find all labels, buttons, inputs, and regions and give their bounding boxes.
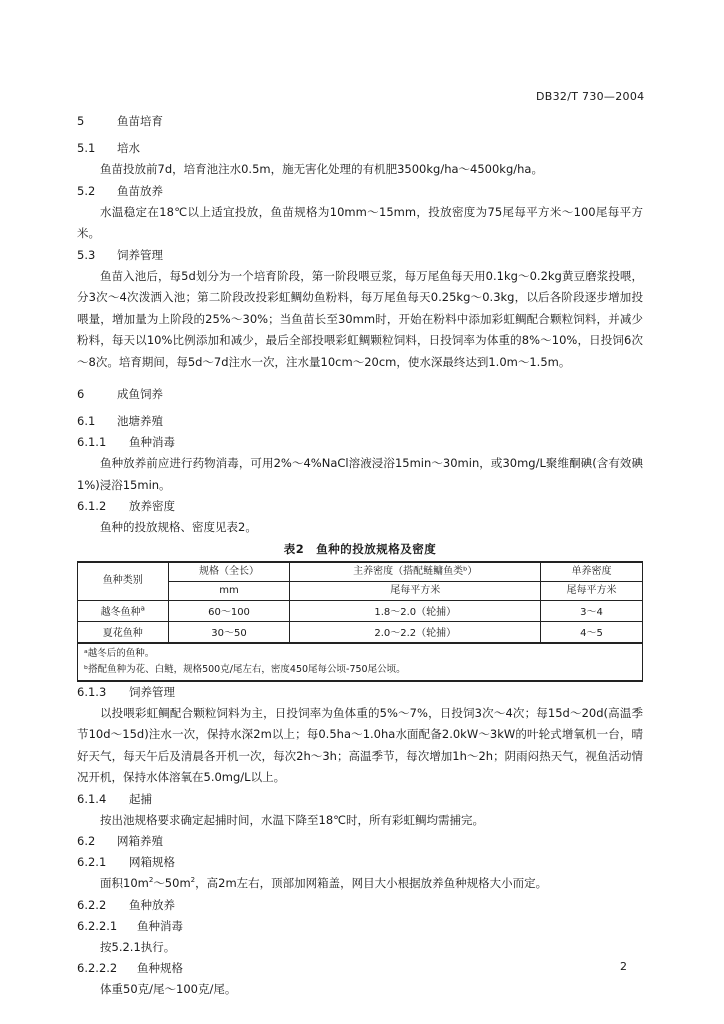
table-cell-main: 2.0～2.2（轮捕）: [290, 621, 541, 643]
section-number: 6.2.2: [77, 897, 107, 912]
section-6-1-3-text: 以投喂彩虹鲷配合颗粒饲料为主，日投饲率为鱼体重的5%～7%，日投饲3次～4次；每15d～20d(高温季节10d～15d)注水一次，保持水深2m以上；每0.5ha～1.0ha水面配备2.0kW～3kW的叶轮式增氧机一台，晴好天气，每天午后及清晨各开机一次，每次2h～3h；高温季节，每次增加1h～2h；阴雨闷热天气，视鱼活动情况开机，保持水体溶氧在5.0mg/L以上。: [77, 705, 643, 784]
section-title: 鱼苗放养: [117, 183, 163, 198]
section-6-1-1-text: 鱼种放养前应进行药物消毒，可用2%～4%NaCl溶液浸浴15min～30min，或30mg/L聚维酮碘(含有效碘1%)浸浴15min。: [77, 456, 643, 492]
table-cell-main: 1.8～2.0（轮捕）: [290, 600, 541, 621]
section-6-1-2-text: 鱼种的投放规格、密度见表2。: [100, 520, 257, 534]
section-5-1-heading: [77, 138, 643, 159]
section-title: 放养密度: [129, 499, 175, 513]
section-6-2-heading: [77, 831, 643, 852]
table-note-a: ᵃ越冬后的鱼种。: [84, 647, 155, 659]
section-title: 成鱼饲养: [117, 387, 163, 401]
section-title: 饲养管理: [117, 247, 163, 262]
table-cell-type: 越冬鱼种$^a$: [78, 600, 169, 621]
table-cell-single: 4～5: [540, 621, 642, 643]
section-5-3-text: 鱼苗入池后，每5d划分为一个培育阶段，第一阶段喂豆浆，每万尾鱼每天用0.1kg～0.2kg黄豆磨浆投喂，分3次～4次泼洒入池；第二阶段改投彩虹鲷幼鱼粉料，每万尾鱼每天0.25kg～0.3kg，以后各阶段逐步增加投喂量，增加量为上阶段的25%～30%；当鱼苗长至30mm时，开始在粉料中添加彩虹鲷配合颗粒饲料，并减少粉料，每天以10%比例添加和减少，最后全部投喂彩虹鲷颗粒饲料，日投饲率为体重的8%～10%，日投饲6次～8次。培育期间，每5d～7d注水一次，注水量10cm～20cm，使水深最终达到1.0m～1.5m。: [77, 268, 643, 369]
col-header-size-unit: mm: [168, 581, 290, 600]
section-6-1-4-text: 按出池规格要求确定起捕时间，水温下降至18℃时，所有彩虹鲷均需捕完。: [100, 812, 485, 827]
section-6-1-3-heading: [77, 682, 643, 703]
table-cell-single: 3～4: [540, 600, 642, 621]
section-number: 6.1.3: [77, 684, 107, 699]
section-5-2-heading: [77, 181, 643, 202]
table-row: [78, 621, 643, 643]
section-title: 培水: [117, 141, 140, 155]
section-6-2-2-2-text: 体重50克/尾～100克/尾。: [100, 982, 237, 996]
section-6-2-2-1-text: 按5.2.1执行。: [100, 939, 176, 954]
section-6-heading: [77, 383, 643, 405]
table-cell-size: 60～100: [168, 600, 290, 621]
col-header-main-density-unit: 尾每平方米: [290, 581, 541, 600]
section-6-2-2-2-heading: [77, 958, 643, 979]
section-6-2-2-heading: [77, 895, 643, 916]
col-header-size: 规格（全长）: [168, 562, 290, 582]
section-5-3-heading: [77, 245, 643, 266]
section-5-heading: [77, 110, 643, 132]
section-title: 池塘养殖: [117, 414, 163, 428]
section-title: 鱼种消毒: [137, 918, 183, 933]
table-cell-size: 30～50: [168, 621, 290, 643]
section-number: 6.2: [77, 834, 96, 848]
section-title: 网箱养殖: [117, 834, 163, 848]
standard-code: DB32/T 730—2004: [536, 90, 645, 103]
col-header-main-density: 主养密度（搭配鲢鳙鱼类ᵇ）: [290, 562, 541, 582]
section-number: 5.1: [77, 141, 96, 155]
section-number: 6: [77, 387, 85, 401]
section-6-1-4-heading: [77, 789, 643, 810]
section-number: 6.2.2.1: [77, 918, 118, 933]
table-notes: [78, 643, 643, 681]
section-number: 6.1.2: [77, 499, 107, 513]
section-title: 起捕: [129, 791, 152, 806]
section-number: 5.3: [77, 247, 96, 262]
section-number: 6.1.1: [77, 435, 107, 449]
col-header-single-density: 单养密度: [540, 562, 642, 582]
table-note-b: ᵇ搭配鱼种为花、白鲢，规格500克/尾左右，密度450尾每公顷-750尾公顷。: [84, 663, 406, 675]
col-header-single-density-unit: 尾每平方米: [540, 581, 642, 600]
section-number: 6.1: [77, 414, 96, 428]
section-number: 6.2.1: [77, 855, 107, 869]
section-5-2-text: 水温稳定在18℃以上适宜投放，鱼苗规格为10mm～15mm，投放密度为75尾每平方米～100尾每平方米。: [77, 204, 643, 240]
table-2-caption: 表2 鱼种的投放规格及密度: [283, 541, 437, 556]
section-title: 鱼种规格: [137, 961, 183, 975]
section-6-2-2-1-heading: [77, 916, 643, 937]
section-number: 5.2: [77, 183, 96, 198]
section-5-1-text: 鱼苗投放前7d，培育池注水0.5m，施无害化处理的有机肥3500kg/ha～4500kg/ha。: [100, 162, 543, 176]
table-cell-type: 夏花鱼种: [78, 621, 169, 643]
section-title: 鱼苗培育: [117, 114, 163, 128]
col-header-fish-type: 鱼种类别: [78, 562, 169, 601]
section-6-2-1-text: 面积$10m^2\sim 50m^2$，高2m左右，顶部加网箱盖，网目大小根据放养鱼种规格大小而定。: [100, 876, 548, 890]
section-title: 饲养管理: [129, 684, 175, 699]
section-6-1-heading: [77, 411, 643, 432]
table-2: [77, 561, 643, 682]
section-number: 6.1.4: [77, 791, 107, 806]
section-title: 鱼种放养: [129, 897, 175, 912]
section-6-2-1-heading: [77, 852, 643, 873]
document-body: [77, 110, 643, 1001]
section-number: 5: [77, 114, 85, 128]
section-6-1-2-heading: [77, 496, 643, 517]
section-number: 6.2.2.2: [77, 961, 118, 975]
section-title: 鱼种消毒: [129, 435, 175, 449]
section-title: 网箱规格: [129, 855, 175, 869]
section-6-1-1-heading: [77, 432, 643, 453]
page-number: 2: [620, 960, 627, 973]
table-row: [78, 600, 643, 621]
